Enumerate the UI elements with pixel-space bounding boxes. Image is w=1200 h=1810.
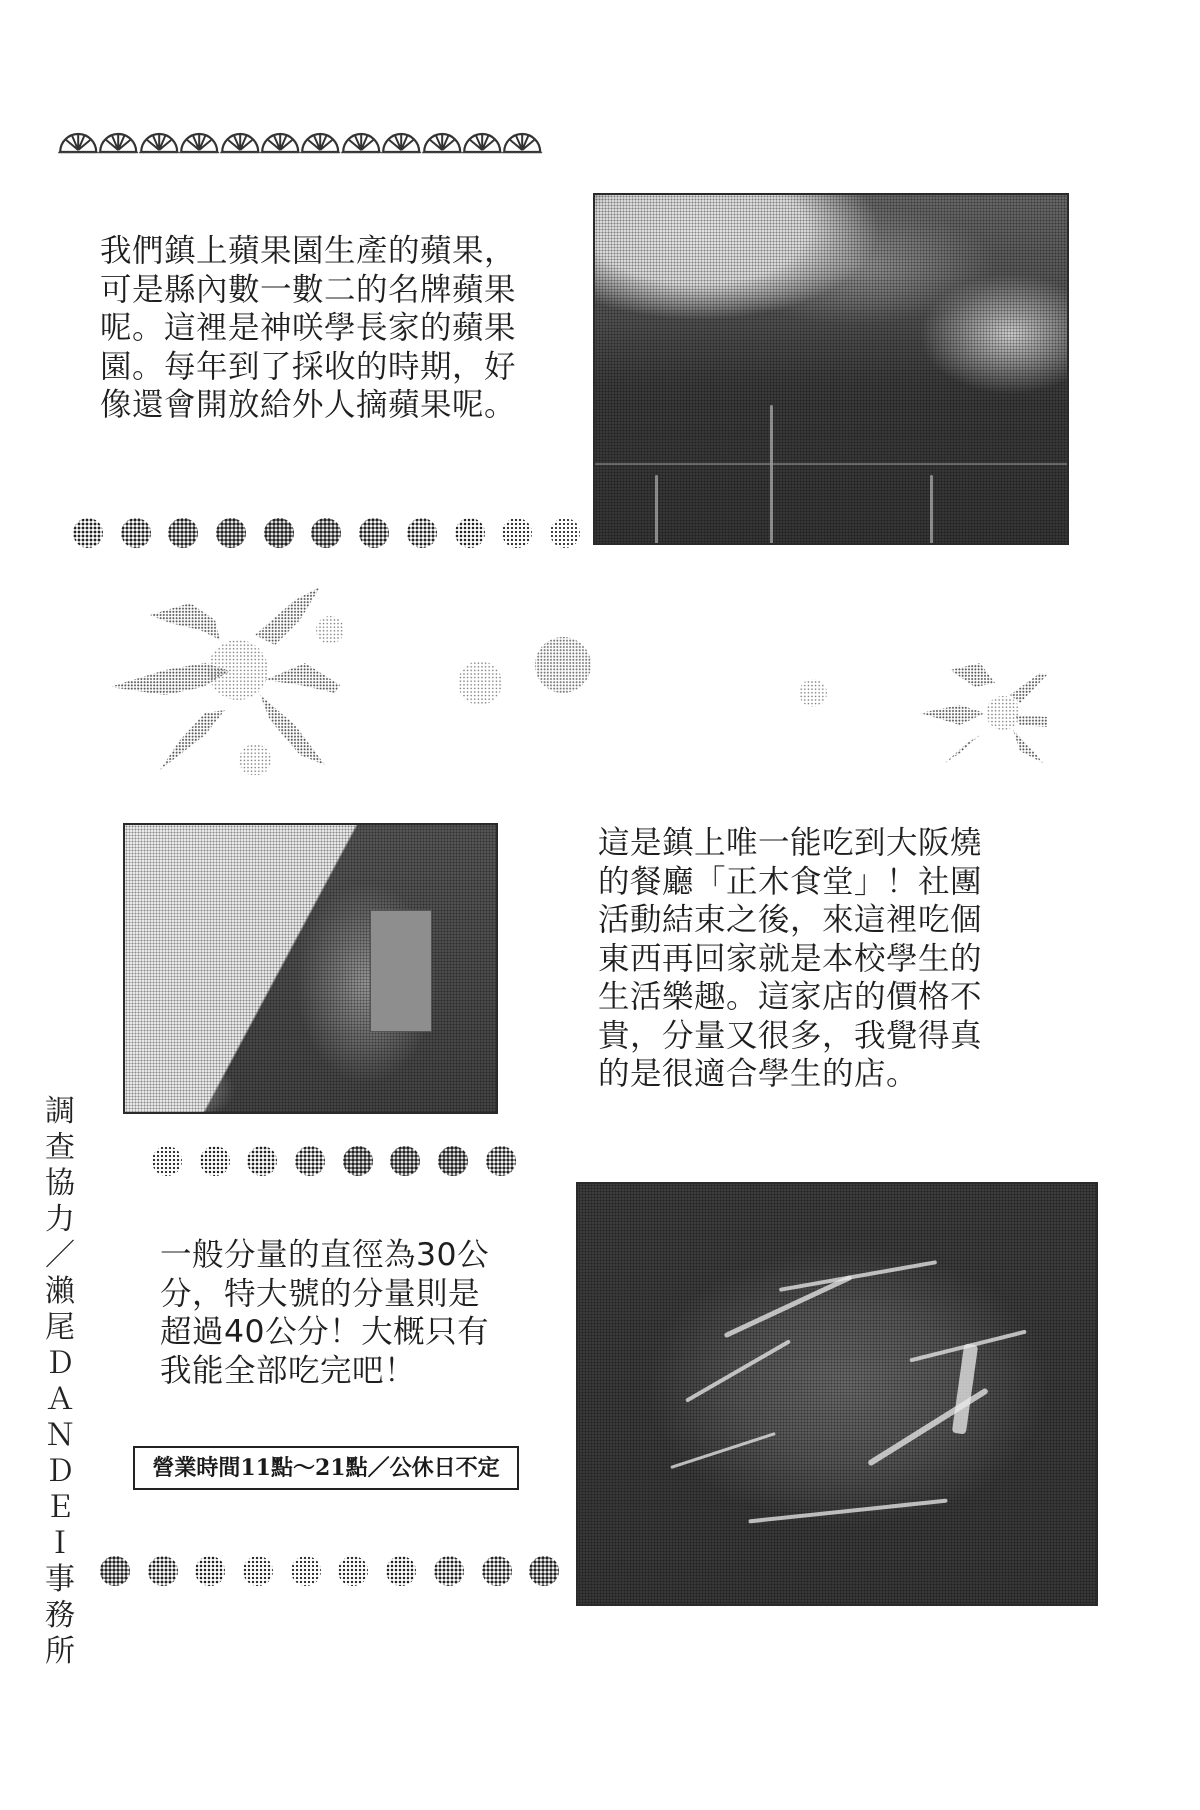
halftone-dot-icon xyxy=(407,518,437,548)
credit-char: 查 xyxy=(45,1130,75,1165)
orchard-paragraph xyxy=(100,232,516,425)
halftone-dot-icon xyxy=(291,1556,321,1586)
lace-fan-icon xyxy=(58,128,98,154)
halftone-dot-icon xyxy=(343,1146,373,1176)
credit-char: 務 xyxy=(45,1598,75,1633)
text-line: 我們鎮上蘋果園生產的蘋果， xyxy=(100,233,517,269)
lace-fan-icon xyxy=(422,128,462,154)
halftone-dot-icon xyxy=(243,1556,273,1586)
credit-char: 所 xyxy=(45,1634,75,1669)
halftone-dot-icon xyxy=(264,518,294,548)
lace-fan-icon xyxy=(179,128,219,154)
text-line: 呢。這裡是神咲學長家的蘋果 xyxy=(100,310,517,346)
holly-flower-decoration-icon xyxy=(95,575,735,775)
halftone-dot-icon xyxy=(73,518,103,548)
text-line: 這是鎮上唯一能吃到大阪燒 xyxy=(598,825,983,861)
halftone-dot-icon xyxy=(455,518,485,548)
text-line: 超過40公分！大概只有 xyxy=(160,1314,490,1350)
text-line: 貴，分量又很多，我覺得真 xyxy=(598,1017,983,1054)
research-credit-vertical xyxy=(40,1094,80,1670)
text-line: 一般分量的直徑為30公 xyxy=(160,1237,490,1273)
credit-char: Ｄ xyxy=(45,1346,75,1381)
halftone-dot-icon xyxy=(121,518,151,548)
halftone-dot-icon xyxy=(311,518,341,548)
lace-fan-icon xyxy=(381,128,421,154)
halftone-dot-icon xyxy=(502,518,532,548)
credit-char: 瀨 xyxy=(45,1274,75,1309)
credit-char: 尾 xyxy=(45,1310,75,1345)
credit-char: 協 xyxy=(45,1166,75,1201)
lace-fan-icon xyxy=(502,128,542,154)
halftone-dot-icon xyxy=(247,1146,277,1176)
text-line: 的是很適合學生的店。 xyxy=(598,1056,919,1092)
halftone-dot-icon xyxy=(168,518,198,548)
halftone-dot-icon xyxy=(152,1146,182,1176)
halftone-dot-row-3 xyxy=(100,1556,577,1586)
credit-char: Ｅ xyxy=(45,1490,75,1525)
restaurant-paragraph xyxy=(598,824,982,1094)
text-line: 活動結束之後，來這裡吃個 xyxy=(598,902,983,938)
credit-char: ／ xyxy=(45,1238,75,1273)
halftone-dot-icon xyxy=(295,1146,325,1176)
halftone-dot-icon xyxy=(438,1146,468,1176)
halftone-dot-icon xyxy=(482,1556,512,1586)
credit-char: 力 xyxy=(45,1202,75,1237)
business-hours-box: 營業時間11點～21點／公休日不定 xyxy=(133,1446,519,1490)
lace-fan-icon xyxy=(139,128,179,154)
shop-sign xyxy=(370,910,432,1032)
credit-char: Ｄ xyxy=(45,1454,75,1489)
text-line: 可是縣內數一數二的名牌蘋果 xyxy=(100,271,517,308)
halftone-dot-icon xyxy=(386,1556,416,1586)
halftone-dot-icon xyxy=(216,518,246,548)
halftone-dot-icon xyxy=(550,518,580,548)
restaurant-storefront-photo xyxy=(123,823,498,1114)
text-line: 分，特大號的分量則是 xyxy=(160,1275,481,1312)
text-line: 像還會開放給外人摘蘋果呢。 xyxy=(100,387,517,423)
okonomiyaki-photo xyxy=(576,1182,1098,1606)
halftone-dot-icon xyxy=(359,518,389,548)
holly-flower-small-icon xyxy=(785,655,1065,765)
lace-fan-icon xyxy=(260,128,300,154)
halftone-dot-icon xyxy=(434,1556,464,1586)
halftone-dot-icon xyxy=(486,1146,516,1176)
halftone-dot-icon xyxy=(100,1556,130,1586)
apple-orchard-photo xyxy=(593,193,1069,545)
credit-char: Ｎ xyxy=(45,1418,75,1453)
text-line: 園。每年到了採收的時期，好 xyxy=(100,348,517,385)
halftone-dot-icon xyxy=(148,1556,178,1586)
lace-fan-icon xyxy=(220,128,260,154)
text-line: 東西再回家就是本校學生的 xyxy=(598,940,983,977)
text-line: 生活樂趣。這家店的價格不 xyxy=(598,979,983,1015)
halftone-dot-icon xyxy=(529,1556,559,1586)
lace-fan-icon xyxy=(341,128,381,154)
text-line: 的餐廳「正木食堂」！社團 xyxy=(598,863,983,900)
lace-fan-icon xyxy=(300,128,340,154)
halftone-dot-icon xyxy=(390,1146,420,1176)
halftone-dot-icon xyxy=(200,1146,230,1176)
credit-char: Ｉ xyxy=(45,1526,75,1561)
credit-char: 調 xyxy=(45,1094,75,1129)
halftone-dot-icon xyxy=(338,1556,368,1586)
lace-fan-icon xyxy=(462,128,502,154)
halftone-dot-icon xyxy=(195,1556,225,1586)
lace-fan-icon xyxy=(98,128,138,154)
halftone-dot-row-2 xyxy=(152,1146,534,1176)
portion-paragraph xyxy=(160,1236,489,1390)
lace-border xyxy=(58,128,543,154)
credit-char: 事 xyxy=(45,1562,75,1597)
halftone-dot-row-1 xyxy=(73,518,598,548)
credit-char: Ａ xyxy=(45,1382,75,1417)
text-line: 我能全部吃完吧！ xyxy=(160,1352,417,1389)
